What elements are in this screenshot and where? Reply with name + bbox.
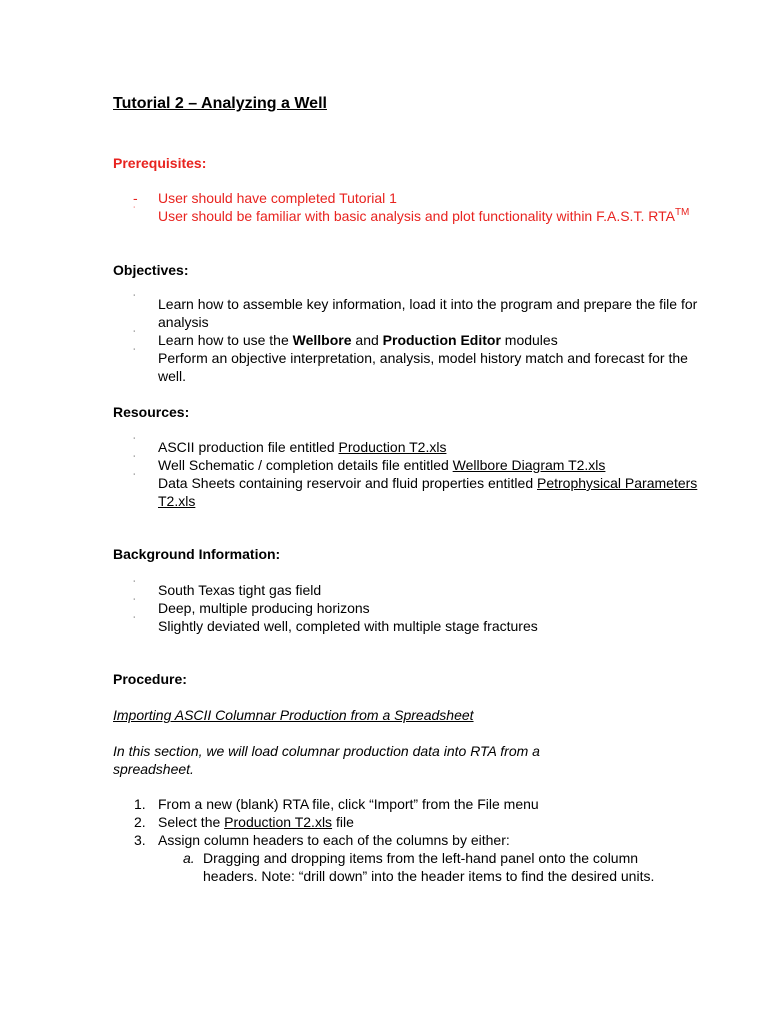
background-list	[113, 581, 713, 635]
wellbore-term: Wellbore	[292, 332, 352, 348]
list-item: ˙ Slightly deviated well, completed with multiple stage fractures	[113, 617, 713, 635]
list-item: - User should have completed Tutorial 1	[133, 190, 397, 206]
production-file-link[interactable]: Production T2.xls	[224, 814, 333, 830]
objectives-list	[113, 295, 713, 385]
list-item: ˙ Learn how to assemble key information, load it into the program and prepare the file for analysis	[113, 295, 713, 331]
tick-bullet: ˙	[133, 473, 137, 484]
dash-bullet: -	[133, 190, 138, 206]
list-item: ˙ Well Schematic / completion details file entitled Wellbore Diagram T2.xls	[113, 456, 713, 474]
petrophysical-parameters-link[interactable]: Petrophysical Parameters T2.xls	[158, 475, 698, 509]
tick-bullet: ˙	[133, 616, 137, 627]
list-item: ˙ ASCII production file entitled Production T2.xls	[113, 438, 713, 456]
document-title: Tutorial 2 – Analyzing a Well	[113, 95, 327, 112]
procedure-heading: Procedure:	[113, 671, 187, 687]
production-file-link[interactable]: Production T2.xls	[338, 439, 447, 455]
list-item: 3. Assign column headers to each of the columns by either:	[134, 832, 510, 848]
tick-bullet: ˙	[133, 455, 137, 466]
procedure-steps	[113, 795, 673, 885]
tick-bullet: ˙	[133, 580, 137, 591]
tick-bullet: ˙	[133, 348, 137, 359]
list-item: ˙ Data Sheets containing reservoir and fluid properties entitled Petrophysical Parameters T2.xls	[113, 474, 713, 510]
list-item: ˙ Deep, multiple producing horizons	[113, 599, 713, 617]
production-editor-term: Production Editor	[382, 332, 501, 348]
tick-bullet: ˙	[133, 598, 137, 609]
tick-bullet: ˙	[133, 206, 137, 217]
prerequisites-heading: Prerequisites:	[113, 155, 207, 171]
resources-list	[113, 438, 713, 510]
tick-bullet: ˙	[133, 330, 137, 341]
objectives-heading: Objectives:	[113, 262, 189, 278]
section-title: Importing ASCII Columnar Production from a Spreadsheet	[113, 707, 474, 723]
list-item: ˙ South Texas tight gas field	[113, 581, 713, 599]
list-item: ˙ Perform an objective interpretation, analysis, model history match and forecast for the well.	[113, 349, 713, 385]
list-item: 1. From a new (blank) RTA file, click “Import” from the File menu	[134, 796, 539, 812]
list-item: ˙ Learn how to use the Wellbore and Production Editor modules	[113, 331, 713, 349]
resources-heading: Resources:	[113, 404, 190, 420]
prerequisites-list	[113, 189, 713, 225]
background-heading: Background Information:	[113, 546, 281, 562]
section-intro: In this section, we will load columnar production data into RTA from a spreadsheet.	[113, 743, 540, 777]
list-item: a. Dragging and dropping items from the left-hand panel onto the column headers. Note: “drill down” into the header items to find the desired units.	[183, 850, 655, 884]
list-item: ˙ User should be familiar with basic analysis and plot functionality within F.A.S.T. RTA™	[113, 207, 713, 225]
trademark-symbol: TM	[674, 207, 690, 218]
wellbore-diagram-link[interactable]: Wellbore Diagram T2.xls	[452, 457, 606, 473]
tick-bullet: ˙	[133, 294, 137, 305]
list-item: 2. Select the Production T2.xls file	[134, 814, 354, 830]
tick-bullet: ˙	[133, 437, 137, 448]
